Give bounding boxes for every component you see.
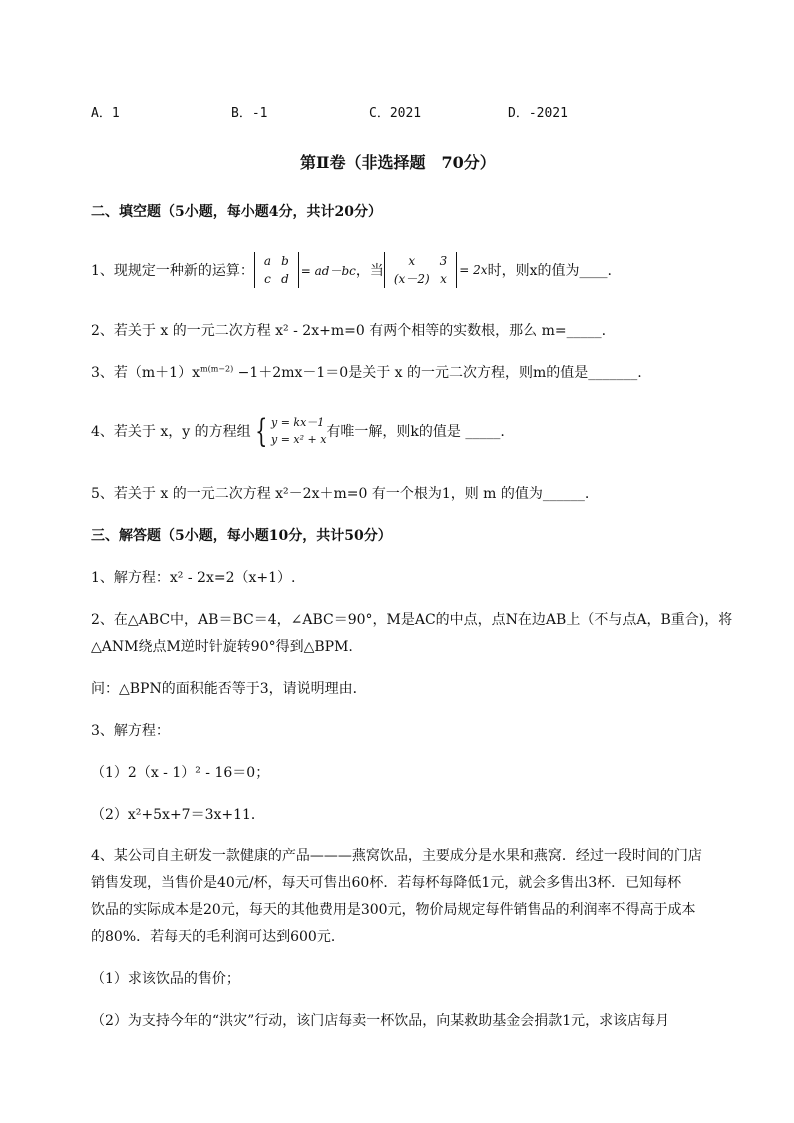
solve-q4-line1: 4、某公司自主研发一款健康的产品———燕窝饮品，主要成分是水果和燕窝．经过一段时间的门店 xyxy=(91,848,702,864)
det2-b: 3 xyxy=(439,254,448,268)
solve-q3-part1: （1）2（x - 1）² - 16＝0； xyxy=(91,765,270,781)
fill-q3-exp: m(m−2) xyxy=(200,364,234,374)
option-c: C．2021 xyxy=(369,106,422,121)
solve-q4-line2: 销售发现，当售价是40元/杯，每天可售出60杯．若每杯每降低1元，就会多售出3杯．已知每杯 xyxy=(91,875,682,891)
fill-q1-suffix: 时，则x的值为____. xyxy=(487,263,612,279)
fill-q4-eq1: y = kx－1 xyxy=(270,416,325,429)
option-a: A．1 xyxy=(91,106,120,121)
solve-q3-part2: （2）x²+5x+7＝3x+11． xyxy=(91,807,265,823)
solve-q3: 3、解方程： xyxy=(91,723,170,739)
det-x xyxy=(384,252,457,288)
fill-q3-suffix: −1＋2mx－1＝0是关于 x 的一元二次方程，则m的值是_______. xyxy=(233,365,642,381)
fill-q4-eq2: y = x² + x xyxy=(270,433,327,446)
solve-q4-line4: 的80%．若每天的毛利润可达到600元． xyxy=(91,929,345,945)
fill-q1-def: = ad－bc xyxy=(300,263,356,278)
det2-c: (x－2) xyxy=(393,272,430,286)
fill-q4-suffix: 有唯一解，则k的值是 _____. xyxy=(326,424,505,440)
fill-q1-mid: ，当 xyxy=(355,263,384,279)
fill-q5: 5、若关于 x 的一元二次方程 x²－2x＋m=0 有一个根为1，则 m 的值为______. xyxy=(91,486,590,502)
solve-section-heading: 三、解答题（5小题，每小题10分，共计50分） xyxy=(91,528,392,544)
fill-q3 xyxy=(91,362,642,382)
fill-q1-prefix: 1、现规定一种新的运算： xyxy=(91,263,254,279)
solve-q2-line1: 2、在△ABC中，AB＝BC＝4，∠ABC＝90°，M是AC的中点，点N在边AB上（不与点A，B重合)，将 xyxy=(91,612,733,628)
solve-q4-part1: （1）求该饮品的售价； xyxy=(91,971,240,987)
solve-q1: 1、解方程：x² - 2x=2（x+1）. xyxy=(91,570,296,586)
fill-q3-prefix: 3、若（m＋1）x xyxy=(91,365,200,381)
det1-b: b xyxy=(281,254,289,268)
fill-q2: 2、若关于 x 的一元二次方程 x² - 2x+m=0 有两个相等的实数根，那么 m=_____. xyxy=(91,323,607,339)
part2-title: 第Ⅱ卷（非选择题 70分） xyxy=(300,153,496,172)
fill-section-heading: 二、填空题（5小题，每小题4分，共计20分） xyxy=(91,204,382,220)
option-b: B．-1 xyxy=(231,106,268,121)
det1-a: a xyxy=(263,254,272,268)
option-d: D．-2021 xyxy=(508,106,568,121)
det1-c: c xyxy=(264,272,271,286)
det2-d: x xyxy=(440,272,447,286)
brace-icon: { xyxy=(254,412,267,450)
det-ab-cd xyxy=(254,252,299,288)
equation-system xyxy=(271,414,326,448)
solve-q4-part2: （2）为支持今年的“洪灾”行动，该门店每卖一杯饮品，向某救助基金会捐款1元，求该店每月 xyxy=(91,1013,670,1029)
solve-q2-line2: △ANM绕点M逆时针旋转90°得到△BPM. xyxy=(91,639,353,655)
solve-q2-ask: 问：△BPN的面积能否等于3，请说明理由． xyxy=(91,681,367,697)
fill-q1 xyxy=(91,248,612,292)
det1-d: d xyxy=(281,272,289,286)
fill-q1-eq: = 2x xyxy=(459,263,488,277)
fill-q4 xyxy=(91,410,505,452)
fill-q4-prefix: 4、若关于 x，y 的方程组 xyxy=(91,424,251,440)
det2-a: x xyxy=(408,254,416,268)
solve-q4-line3: 饮品的实际成本是20元，每天的其他费用是300元，物价局规定每件销售品的利润率不得高于成本 xyxy=(91,902,696,918)
